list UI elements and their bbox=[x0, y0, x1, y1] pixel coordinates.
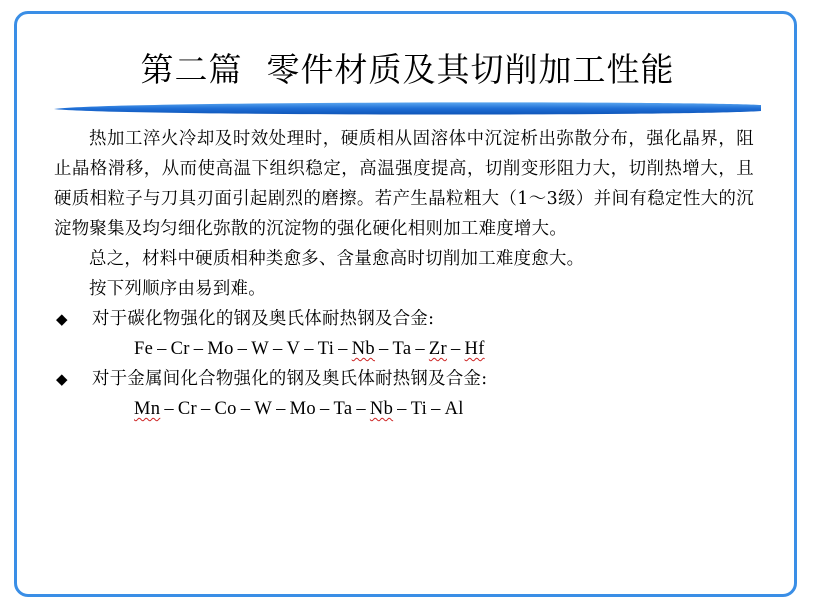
element-symbol: Nb bbox=[351, 339, 375, 359]
element-symbol: Co bbox=[214, 399, 237, 419]
sequence-separator: – bbox=[193, 339, 204, 359]
sequence-separator: – bbox=[272, 339, 283, 359]
body-paragraph-1: 热加工淬火冷却及时效处理时，硬质相从固溶体中沉淀析出弥散分布，强化晶界，阻止晶格滑移，从而使高温下组织稳定，高温强度提高，切削变形阻力大，切削热增大，且硬质相粒子与刀具刃面引起剧烈的磨擦。若产生晶粒粗大（1～3级）并间有稳定性大的沉淀物聚集及均匀细化弥散的沉淀物的强化硬化相则加工难度增大。 bbox=[54, 129, 754, 239]
element-symbol: Hf bbox=[464, 339, 485, 359]
diamond-bullet-icon: ◆ bbox=[56, 310, 68, 328]
sequence-separator: – bbox=[164, 399, 174, 419]
body-paragraph-2: 总之，材料中硬质相种类愈多、含量愈高时切削加工难度愈大。 bbox=[89, 249, 585, 269]
element-symbol: W bbox=[254, 399, 273, 419]
diamond-bullet-icon: ◆ bbox=[56, 370, 68, 388]
slide-body bbox=[54, 124, 754, 424]
sequence-separator: – bbox=[200, 399, 211, 419]
list-item-carbide bbox=[54, 304, 754, 334]
element-symbol: Cr bbox=[170, 339, 190, 359]
element-symbol: Ti bbox=[410, 399, 428, 419]
slide-title bbox=[0, 44, 815, 91]
element-symbol: Fe bbox=[134, 339, 154, 359]
element-symbol: Ta bbox=[392, 339, 412, 359]
element-symbol: V bbox=[286, 339, 301, 359]
list-heading-intermetallic: 对于金属间化合物强化的钢及奥氏体耐热钢及合金: bbox=[92, 369, 488, 389]
sequence-separator: – bbox=[378, 339, 389, 359]
title-part-topic: 零件材质及其切削加工性能 bbox=[266, 50, 675, 89]
sequence-separator: – bbox=[431, 399, 441, 419]
sequence-separator: – bbox=[415, 339, 425, 359]
element-symbol: Cr bbox=[177, 399, 197, 419]
element-symbol: Zr bbox=[428, 339, 447, 359]
sequence-separator: – bbox=[240, 399, 251, 419]
sequence-separator: – bbox=[237, 339, 248, 359]
sequence-separator: – bbox=[276, 399, 286, 419]
element-symbol: Al bbox=[444, 399, 464, 419]
element-symbol: W bbox=[251, 339, 269, 359]
list-item-intermetallic bbox=[54, 364, 754, 394]
element-sequence-carbide bbox=[54, 334, 754, 364]
title-underline bbox=[54, 98, 761, 120]
body-paragraph-3: 按下列顺序由易到难。 bbox=[89, 279, 266, 299]
sequence-separator: – bbox=[356, 399, 366, 419]
title-part-chapter: 第二篇 bbox=[140, 50, 243, 89]
sequence-separator: – bbox=[338, 339, 348, 359]
element-symbol: Ti bbox=[317, 339, 335, 359]
element-symbol: Mn bbox=[134, 399, 161, 419]
sequence-separator: – bbox=[157, 339, 167, 359]
sequence-separator: – bbox=[450, 339, 461, 359]
element-symbol: Ta bbox=[333, 399, 353, 419]
list-heading-carbide: 对于碳化物强化的钢及奥氏体耐热钢及合金: bbox=[92, 309, 435, 329]
element-symbol: Mo bbox=[289, 399, 316, 419]
element-symbol: Mo bbox=[207, 339, 234, 359]
sequence-separator: – bbox=[304, 339, 314, 359]
element-symbol: Nb bbox=[369, 399, 394, 419]
sequence-separator: – bbox=[397, 399, 407, 419]
element-sequence-intermetallic bbox=[54, 394, 754, 424]
sequence-separator: – bbox=[319, 399, 330, 419]
